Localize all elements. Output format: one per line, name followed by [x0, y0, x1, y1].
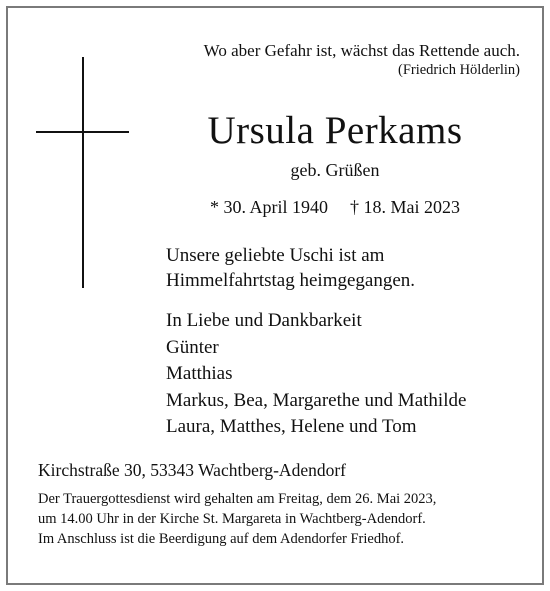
mourner-line: Laura, Matthes, Helene und Tom — [166, 416, 417, 437]
mourners-intro: In Liebe und Dankbarkeit — [166, 310, 362, 331]
family-address: Kirchstraße 30, 53343 Wachtberg-Adendorf — [38, 460, 346, 480]
funeral-service-info — [38, 489, 436, 549]
birth-name: geb. Grüßen — [290, 160, 380, 180]
mourner-line: Günter — [166, 336, 219, 358]
quote-source: (Friedrich Hölderlin) — [397, 62, 520, 78]
message-line: Himmelfahrtstag heimgegangen. — [166, 270, 416, 291]
life-dates — [150, 197, 520, 218]
service-line: um 14.00 Uhr in der Kirche St. Margareta in Wachtberg-Adendorf. — [38, 511, 426, 527]
message-line: Unsere geliebte Uschi ist am — [166, 245, 385, 266]
mourner-line: Matthias — [166, 363, 233, 384]
service-line: Der Trauergottesdienst wird gehalten am Freitag, dem 26. Mai 2023, — [38, 491, 437, 507]
birth-date: * 30. April 1940 — [209, 197, 328, 217]
announcement-message — [166, 243, 415, 293]
cross-horizontal-bar — [36, 131, 129, 133]
mourners-list — [166, 308, 466, 441]
deceased-name: Ursula Perkams — [207, 109, 463, 152]
cross-vertical-bar — [82, 57, 84, 288]
service-line: Im Anschluss ist die Beerdigung auf dem Adendorfer Friedhof. — [38, 531, 405, 547]
death-date: † 18. Mai 2023 — [350, 197, 460, 217]
mourner-line: Markus, Bea, Margarethe und Mathilde — [166, 389, 467, 411]
quote-text: Wo aber Gefahr ist, wächst das Rettende auch. — [203, 41, 520, 60]
